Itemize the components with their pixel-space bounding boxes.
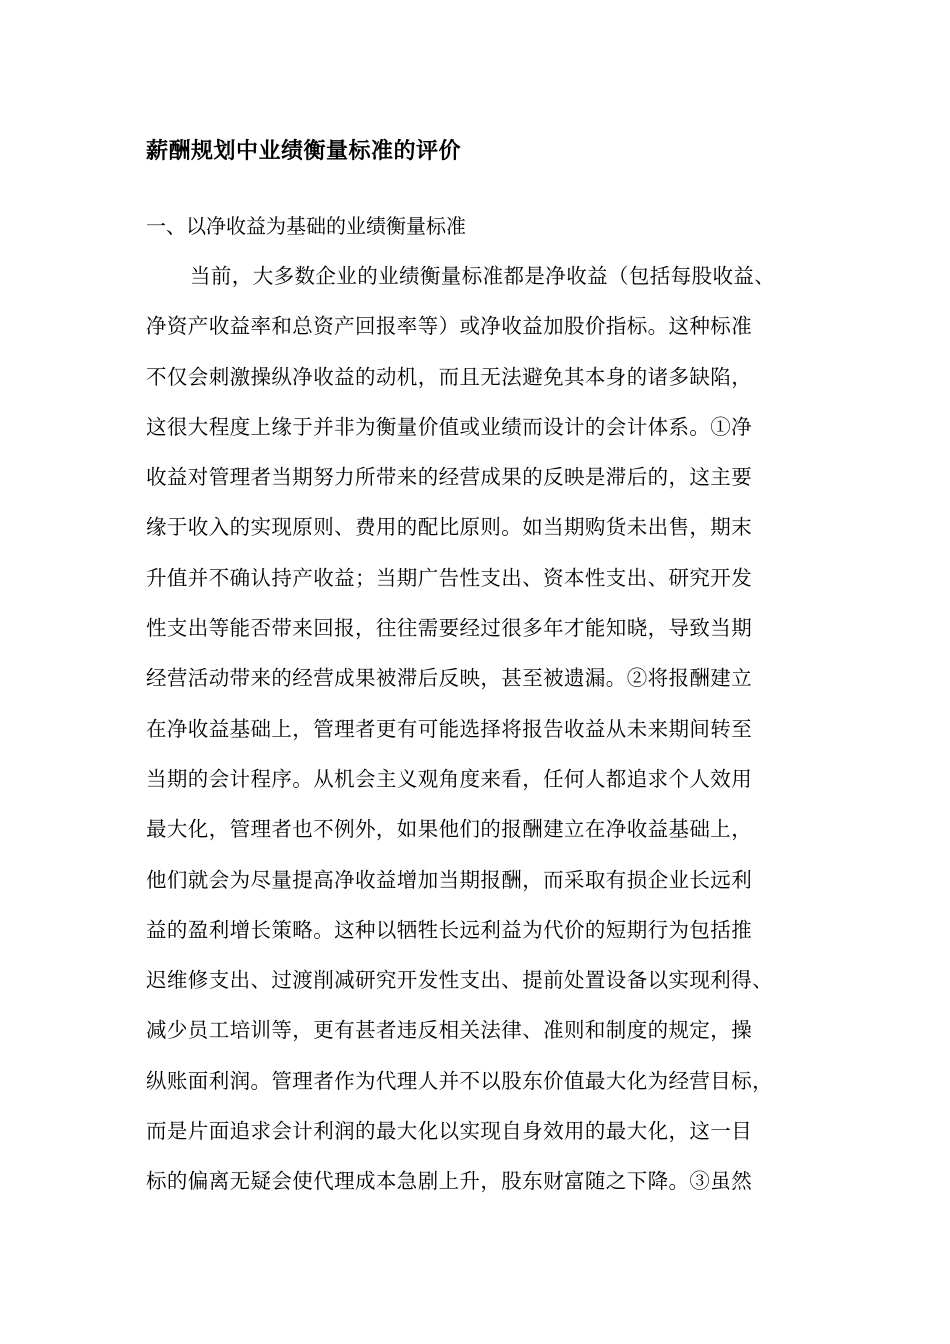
body-paragraph — [146, 258, 826, 1214]
paragraph-line: 收益对管理者当期努力所带来的经营成果的反映是滞后的，这主要 — [146, 465, 753, 490]
paragraph-line: 他们就会为尽量提高净收益增加当期报酬，而采取有损企业长远利 — [146, 867, 753, 892]
paragraph-line: 纵账面利润。管理者作为代理人并不以股东价值最大化为经营目标， — [146, 1068, 773, 1093]
paragraph-line: 这很大程度上缘于并非为衡量价值或业绩而设计的会计体系。①净 — [146, 414, 753, 439]
paragraph-line: 标的偏离无疑会使代理成本急剧上升，股东财富随之下降。③虽然 — [146, 1169, 753, 1194]
paragraph-line: 益的盈利增长策略。这种以牺牲长远利益为代价的短期行为包括推 — [146, 917, 753, 942]
paragraph-line: 减少员工培训等，更有甚者违反相关法律、准则和制度的规定，操 — [146, 1018, 753, 1043]
paragraph-line: 缘于收入的实现原则、费用的配比原则。如当期购货未出售，期末 — [146, 515, 753, 540]
paragraph-line: 而是片面追求会计利润的最大化以实现自身效用的最大化，这一目 — [146, 1119, 753, 1144]
paragraph-line: 最大化，管理者也不例外，如果他们的报酬建立在净收益基础上， — [146, 817, 753, 842]
paragraph-line: 当前，大多数企业的业绩衡量标准都是净收益（包括每股收益、 — [190, 264, 776, 288]
section-heading: 一、以净收益为基础的业绩衡量标准 — [146, 214, 466, 238]
document-title: 薪酬规划中业绩衡量标准的评价 — [146, 138, 462, 164]
paragraph-line: 净资产收益率和总资产回报率等）或净收益加股价指标。这种标准 — [146, 314, 753, 339]
paragraph-line: 不仅会刺激操纵净收益的动机，而且无法避免其本身的诸多缺陷， — [146, 364, 753, 389]
paragraph-line: 迟维修支出、过渡削减研究开发性支出、提前处置设备以实现利得、 — [146, 968, 773, 993]
paragraph-line: 升值并不确认持产收益；当期广告性支出、资本性支出、研究开发 — [146, 565, 753, 590]
paragraph-line: 性支出等能否带来回报，往往需要经过很多年才能知晓，导致当期 — [146, 616, 753, 641]
paragraph-line: 经营活动带来的经营成果被滞后反映，甚至被遗漏。②将报酬建立 — [146, 666, 753, 691]
paragraph-line: 当期的会计程序。从机会主义观角度来看，任何人都追求个人效用 — [146, 766, 753, 791]
paragraph-line: 在净收益基础上，管理者更有可能选择将报告收益从未来期间转至 — [146, 716, 753, 741]
